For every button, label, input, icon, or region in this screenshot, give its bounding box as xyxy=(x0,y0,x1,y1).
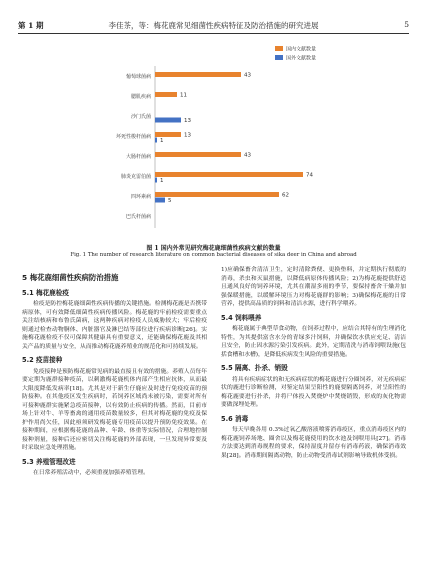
section-5-4-title: 5.4 饲料喂养 xyxy=(221,313,262,322)
legend-label: 国内文献数量 xyxy=(286,46,317,53)
bar-0 xyxy=(155,192,279,197)
section-5-3-text: 在日常养殖活动中，必须重视加强养殖管理。 xyxy=(33,470,149,476)
section-5-1-title: 5.1 梅花鹿检疫 xyxy=(22,288,69,297)
category-label: 腮肌疾病 xyxy=(130,94,151,100)
bar-value-label: 43 xyxy=(244,72,251,79)
category-label: 四环素病 xyxy=(130,194,151,200)
section-5-4-text: 梅花鹿属于典型草食动物，在饲养过程中，应结合其特有的生理消化特性，为其提供富含水分的青绿多汁饲料，并确保饮水供应充足、清洁且安全，防止因水源污染引发疾病。此外，定期清洗与消毒饲喂设施(包括食槽和水槽)，是降低疾病发生风险的重要措施。 xyxy=(221,326,406,358)
header-rule xyxy=(18,33,409,34)
bar-value-label: 13 xyxy=(184,132,191,139)
bar-value-label: 1 xyxy=(160,178,164,184)
section-5-5-title: 5.5 隔离、扑杀、销毁 xyxy=(221,364,288,372)
figure-caption-cn: 图 1 国内外常见研究梅花鹿细菌性疾病文献的数量 xyxy=(146,245,281,252)
bar-value-label: 43 xyxy=(244,152,251,159)
bar-0 xyxy=(155,132,181,137)
bar-1 xyxy=(155,138,157,143)
category-label: 肺炎克雷伯菌 xyxy=(120,174,151,180)
right-column xyxy=(221,266,406,460)
bar-0 xyxy=(155,152,241,157)
bar-chart xyxy=(0,36,427,241)
page-number: 5 xyxy=(404,20,409,29)
bar-1 xyxy=(155,118,181,123)
category-label: 沙门氏菌 xyxy=(130,114,151,120)
bar-value-label: 5 xyxy=(168,198,172,204)
page-header xyxy=(18,20,409,34)
section-5-title: 5 梅花鹿细菌性疾病防治措施 xyxy=(22,273,119,282)
bar-value-label: 62 xyxy=(282,192,289,199)
bar-1 xyxy=(155,178,157,183)
legend-label: 国外文献数量 xyxy=(286,55,317,62)
category-label: 葡萄球菌病 xyxy=(125,74,151,80)
left-column xyxy=(22,266,207,478)
bar-value-label: 13 xyxy=(184,118,191,124)
section-5-3-continued: 1)应确保畜舍清洁卫生，定时清除粪便、更换垫料，并定期执行彻底的消毒，杀虫和灭鼠措施，以降低病原体传播风险；2)为梅花鹿提供舒适且通风良好的饲养环境，尤其在潮湿多雨的季节，要保持畜舍干燥并加强保暖措施，以缓解环境压力对梅花鹿群的影响；3)确保梅花鹿的日常营养，提供高品质的饲料和清洁水源，进行科学喂养。 xyxy=(221,267,406,307)
section-5-5-text: 将具有疾病症状的和无疾病症状的梅花鹿进行分圈饲养，对无疾病症状的鹿进行诊断检测，对鉴定结果呈阳性的鹿要隔离饲养，对呈阳性的梅花鹿要进行扑杀，并将尸体投入焚烧炉中焚烧销毁，形成的灰化物需要做深埋处理。 xyxy=(221,376,406,408)
bar-value-label: 1 xyxy=(160,138,164,144)
legend-swatch xyxy=(275,46,283,51)
section-5-2-title: 5.2 疫苗接种 xyxy=(22,356,63,364)
running-title: 李佳茶，等：梅花鹿常见细菌性疾病特征及防治措施的研究进展 xyxy=(108,21,319,30)
section-5-1-text: 检疫是防控梅花鹿细菌性疾病传播的关键措施。检测梅花鹿是否携带病原体，可有效降低细菌性疾病传播风险。梅花鹿的牢前检疫需要重点关注结核病和布鲁氏菌病，这两种疾病对检疫人员威胁较大；牢后检疫则通过检查动物胴体、内脏器官及淋巴结等部位进行疾病诊断[26]。实施梅花鹿检疫不仅可保障其健康具有重要意义，还能确保梅花鹿及其相关产品的质量与安全，从而推动梅花鹿养殖业的规范化和可持续发展。 xyxy=(22,301,207,350)
category-label: 巴氏杆菌病 xyxy=(125,214,151,220)
bar-0 xyxy=(155,92,177,97)
issue-number: 第 1 期 xyxy=(18,21,44,30)
bar-value-label: 74 xyxy=(306,172,313,179)
bar-1 xyxy=(155,198,165,203)
section-5-6-title: 5.6 消毒 xyxy=(221,414,249,423)
legend-swatch xyxy=(275,55,283,60)
figure-caption-en: Fig. 1 The number of research literature on common bacterial diseases of sika deer in China and abroad xyxy=(70,252,357,258)
section-5-3-title: 5.3 养殖管理改进 xyxy=(22,457,76,466)
section-5-6-text: 每天早晚各用 0.3%过氧乙酸溶液喷雾消毒疫区，重点消毒疫区内的梅花鹿饲养场地、圈舍以及梅花鹿使用的饮水池及饲喂用具[27]。消毒方法要达到消毒规程的要求，保持湿度并留存有消毒药液，确保消毒效果[28]。消毒期间隔离动物，防止动物受消毒试剂影响导致机体受损。 xyxy=(221,427,406,459)
category-label: 大肠杆菌病 xyxy=(125,154,151,160)
section-5-2-text: 免疫接种是预防梅花鹿常见病的最直接且有效的措施。养殖人员每年要定期为鹿群接种疫苗，以刺激梅花鹿机体内部产生相应抗体，从而最大限度降低发病率[18]。尤其是对于新生仔鹿应及时进行免疫疫苗的预防接种。在其他疫区发生疾病时，若饲养区域尚未被污染，需要对所有可接种鹿群实施紧急疫苗接种，以有效防止疾病的传播。然而，目前市场上针对牛、羊等畜禽的通用疫苗数量较多，但其对梅花鹿的免疫及保护作用尚欠佳，因此亟须研发梅花鹿专用疫苗以提升预防免疫效果。在接种期间，应根据梅花鹿的品种、年龄、体重等实际情况，合理地控制接种剂量，接种后还应密切关注梅花鹿的外部表现，一旦发现异常要及时采取应急处理措施。 xyxy=(22,368,207,451)
category-label: 坏死性梭杆菌病 xyxy=(115,134,151,140)
bar-value-label: 11 xyxy=(180,92,187,99)
bar-0 xyxy=(155,72,241,77)
bar-0 xyxy=(155,172,303,177)
